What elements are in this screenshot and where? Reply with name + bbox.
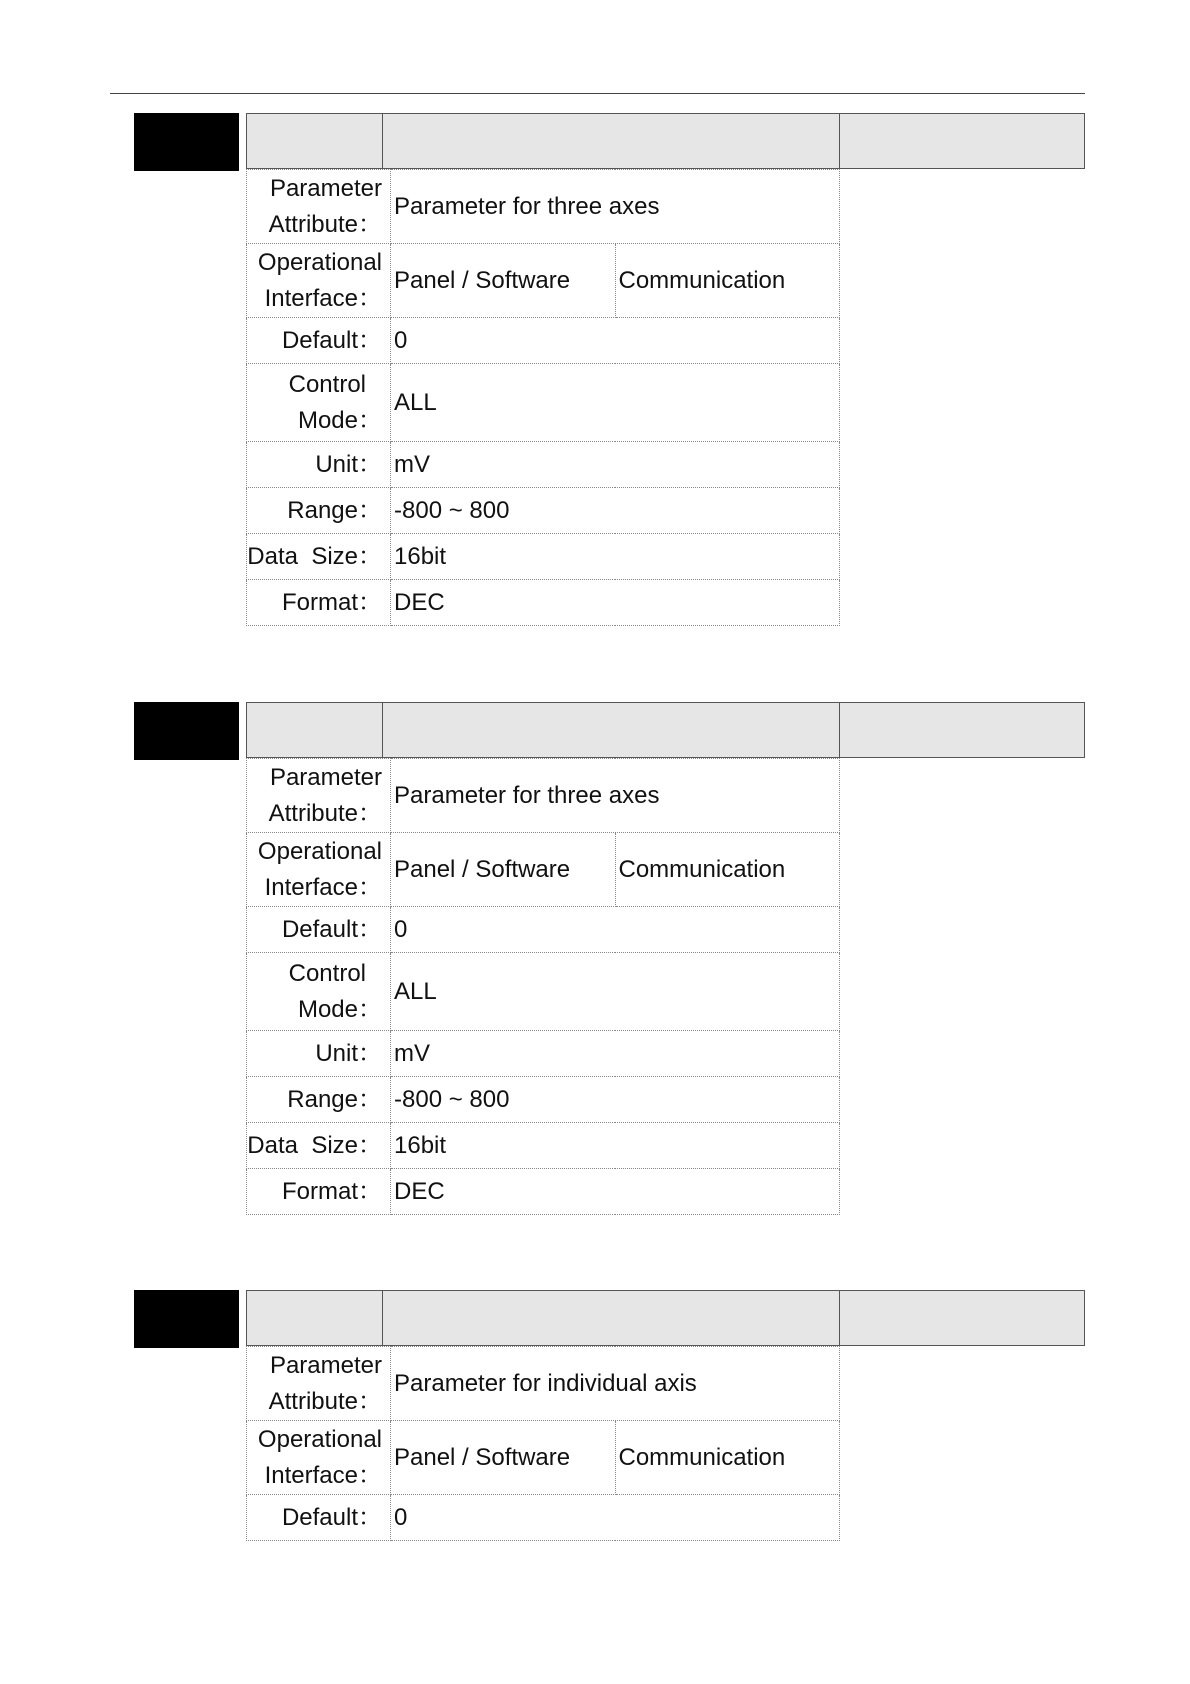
header-cell-code: [246, 1290, 383, 1346]
parameter-code-tab: [134, 113, 239, 171]
attribute-label: Parameter Attribute：: [247, 170, 391, 244]
default-row: [247, 907, 840, 953]
control-mode-row: [247, 364, 840, 442]
interface-label: Operational Interface：: [247, 833, 391, 907]
format-row: [247, 580, 840, 626]
unit-label: Unit：: [247, 1031, 391, 1077]
header-cell-address: [839, 702, 1085, 758]
control-mode-label: Control Mode：: [247, 953, 391, 1031]
attribute-row: [247, 759, 840, 833]
header-cell-code: [246, 113, 383, 169]
data-size-label: Data Size：: [247, 534, 391, 580]
format-label: Format：: [247, 580, 391, 626]
control-mode-value: ALL: [391, 953, 840, 1031]
header-cell-name: [382, 113, 840, 169]
interface-panel-value: Panel / Software: [391, 244, 616, 318]
header-cell-name: [382, 702, 840, 758]
unit-label: Unit：: [247, 442, 391, 488]
parameter-code-tab: [134, 702, 239, 760]
interface-panel-value: Panel / Software: [391, 1421, 616, 1495]
control-mode-value: ALL: [391, 364, 840, 442]
header-cell-code: [246, 702, 383, 758]
format-value: DEC: [391, 580, 840, 626]
interface-label: Operational Interface：: [247, 1421, 391, 1495]
default-label: Default：: [247, 1495, 391, 1541]
parameter-table: [246, 1346, 840, 1541]
attribute-row: [247, 170, 840, 244]
interface-panel-value: Panel / Software: [391, 833, 616, 907]
parameter-table: [246, 758, 840, 1215]
interface-comm-value: Communication: [615, 833, 840, 907]
range-row: [247, 1077, 840, 1123]
interface-label: Operational Interface：: [247, 244, 391, 318]
format-row: [247, 1169, 840, 1215]
data-size-row: [247, 534, 840, 580]
interface-comm-value: Communication: [615, 1421, 840, 1495]
header-cell-name: [382, 1290, 840, 1346]
default-row: [247, 318, 840, 364]
header-cell-address: [839, 1290, 1085, 1346]
unit-row: [247, 442, 840, 488]
range-value: -800 ~ 800: [391, 1077, 840, 1123]
control-mode-row: [247, 953, 840, 1031]
unit-row: [247, 1031, 840, 1077]
attribute-value: Parameter for individual axis: [391, 1347, 840, 1421]
attribute-value: Parameter for three axes: [391, 170, 840, 244]
default-value: 0: [391, 907, 840, 953]
interface-row: [247, 244, 840, 318]
default-value: 0: [391, 318, 840, 364]
range-label: Range：: [247, 1077, 391, 1123]
format-value: DEC: [391, 1169, 840, 1215]
unit-value: mV: [391, 442, 840, 488]
default-label: Default：: [247, 907, 391, 953]
data-size-row: [247, 1123, 840, 1169]
format-label: Format：: [247, 1169, 391, 1215]
parameter-code-tab: [134, 1290, 239, 1348]
attribute-row: [247, 1347, 840, 1421]
attribute-label: Parameter Attribute：: [247, 759, 391, 833]
attribute-value: Parameter for three axes: [391, 759, 840, 833]
data-size-label: Data Size：: [247, 1123, 391, 1169]
attribute-label: Parameter Attribute：: [247, 1347, 391, 1421]
default-row: [247, 1495, 840, 1541]
control-mode-label: Control Mode：: [247, 364, 391, 442]
interface-comm-value: Communication: [615, 244, 840, 318]
range-label: Range：: [247, 488, 391, 534]
default-value: 0: [391, 1495, 840, 1541]
unit-value: mV: [391, 1031, 840, 1077]
header-cell-address: [839, 113, 1085, 169]
interface-row: [247, 1421, 840, 1495]
range-row: [247, 488, 840, 534]
range-value: -800 ~ 800: [391, 488, 840, 534]
default-label: Default：: [247, 318, 391, 364]
interface-row: [247, 833, 840, 907]
data-size-value: 16bit: [391, 534, 840, 580]
data-size-value: 16bit: [391, 1123, 840, 1169]
parameter-table: [246, 169, 840, 626]
header-rule: [110, 93, 1085, 94]
